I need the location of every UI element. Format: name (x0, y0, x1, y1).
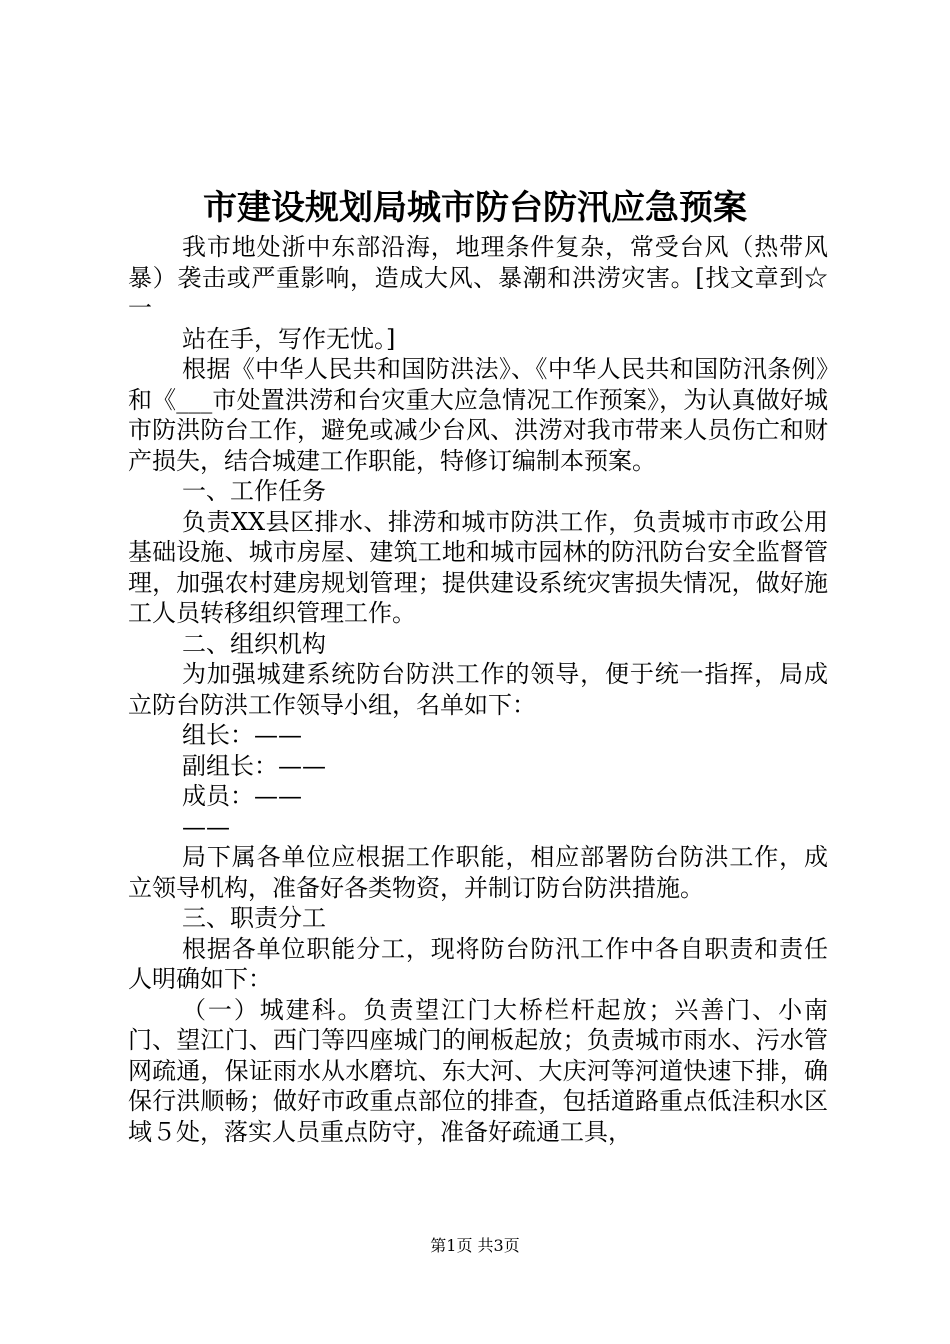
list-item-leader: 组长：—— (182, 721, 302, 749)
paragraph-urban-construction: （一）城建科。负责望江门大桥栏杆起放；兴善门、小南门、望江门、西门等四座城门的闸板起放；负责城市雨水、污水管网疏通，保证雨水从水磨坑、东大河、大庆河等河道快速下排，确保行洪顺畅；做好市政重点部位的排查，包括道路重点低洼积水区域５处，落实人员重点防守，准备好疏通工具， (128, 995, 828, 1146)
paragraph-legal-basis: 根据《中华人民共和国防洪法》、《中华人民共和国防汛条例》和《___市处置洪涝和台灾重大应急情况工作预案》，为认真做好城市防洪防台工作，避免或减少台风、洪涝对我市带来人员伤亡和财产损失，结合城建工作职能，特修订编制本预案。 (128, 355, 828, 475)
document-body (128, 232, 828, 1147)
paragraph-subunits: 局下属各单位应根据工作职能，相应部署防台防洪工作，成立领导机构，准备好各类物资，并制订防台防洪措施。 (128, 843, 828, 902)
paragraph-tasks: 负责XX县区排水、排涝和城市防洪工作，负责城市市政公用基础设施、城市房屋、建筑工地和城市园林的防汛防台安全监督管理，加强农村建房规划管理；提供建设系统灾害损失情况，做好施工人员转移组织管理工作。 (128, 507, 828, 627)
page-number-footer: 第1页 共3页 (430, 1236, 520, 1255)
paragraph-duties: 根据各单位职能分工，现将防台防汛工作中各自职责和责任人明确如下： (128, 934, 828, 993)
section-heading-tasks: 一、工作任务 (182, 477, 326, 505)
list-item-members: 成员：—— (182, 782, 302, 810)
paragraph-intro-continued: 站在手，写作无忧。] (182, 324, 396, 353)
paragraph-organization: 为加强城建系统防台防洪工作的领导，便于统一指挥，局成立防台防洪工作领导小组，名单如下： (128, 660, 828, 719)
list-item-deputy-leader: 副组长：—— (182, 751, 326, 780)
paragraph-intro: 我市地处浙中东部沿海，地理条件复杂，常受台风（热带风暴）袭击或严重影响，造成大风、暴潮和洪涝灾害。[找文章到☆一 (128, 233, 828, 322)
section-heading-organization: 二、组织机构 (182, 629, 326, 658)
section-heading-duties: 三、职责分工 (182, 904, 326, 932)
document-title: 市建设规划局城市防台防汛应急预案 (203, 188, 747, 228)
list-item-members-continued: —— (182, 812, 230, 841)
